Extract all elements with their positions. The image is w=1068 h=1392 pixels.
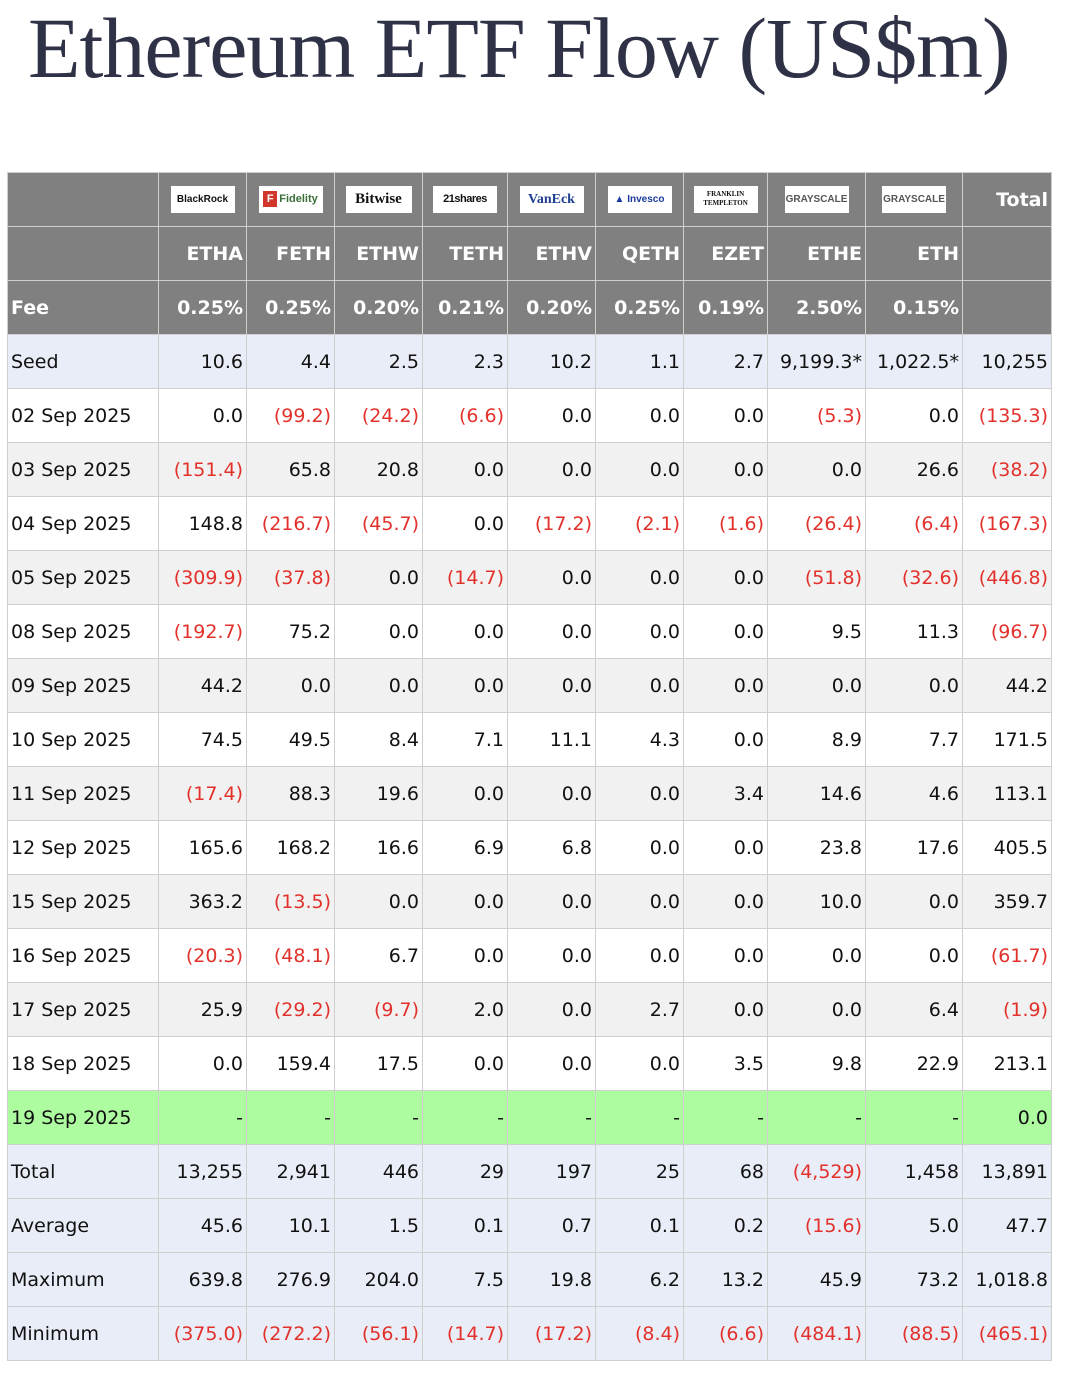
flow-cell: 23.8 [768, 821, 866, 875]
fee-cell: 0.20% [508, 281, 596, 335]
flow-cell: 19.6 [335, 767, 423, 821]
ticker-header: ETH [866, 227, 963, 281]
ticker-header-blank [963, 227, 1052, 281]
flow-cell: 0.0 [508, 389, 596, 443]
flow-cell: 7.7 [866, 713, 963, 767]
flow-cell: 16.6 [335, 821, 423, 875]
table-row [8, 605, 1052, 659]
flow-cell: (29.2) [247, 983, 335, 1037]
vaneck-logo: VanEck [520, 186, 584, 213]
flow-cell: 446 [335, 1145, 423, 1199]
flow-cell: 9,199.3* [768, 335, 866, 389]
row-label: 10 Sep 2025 [8, 713, 159, 767]
row-label: Minimum [8, 1307, 159, 1361]
row-label: 03 Sep 2025 [8, 443, 159, 497]
flow-cell: 0.0 [596, 605, 684, 659]
table-row [8, 335, 1052, 389]
flow-cell: 45.9 [768, 1253, 866, 1307]
flow-cell: 0.1 [596, 1199, 684, 1253]
flow-cell: 0.0 [335, 659, 423, 713]
row-label: 08 Sep 2025 [8, 605, 159, 659]
flow-cell: 0.0 [596, 443, 684, 497]
flow-cell: (8.4) [596, 1307, 684, 1361]
flow-cell: 26.6 [866, 443, 963, 497]
row-label: Seed [8, 335, 159, 389]
blackrock-logo: BlackRock [171, 186, 235, 213]
issuer-cell [159, 173, 247, 227]
table-row [8, 551, 1052, 605]
row-total-cell: (1.9) [963, 983, 1052, 1037]
bitwise-logo: Bitwise [346, 186, 412, 213]
fidelity-logo-text: Fidelity [279, 193, 318, 205]
flow-cell: 3.5 [684, 1037, 768, 1091]
table-row [8, 821, 1052, 875]
table-row [8, 659, 1052, 713]
flow-cell: (5.3) [768, 389, 866, 443]
flow-cell: (6.6) [684, 1307, 768, 1361]
flow-cell: 14.6 [768, 767, 866, 821]
issuer-cell [508, 173, 596, 227]
issuer-cell [335, 173, 423, 227]
flow-cell: (45.7) [335, 497, 423, 551]
invesco-logo: ▲ Invesco [608, 186, 672, 213]
flow-cell: (484.1) [768, 1307, 866, 1361]
flow-cell: (14.7) [423, 551, 508, 605]
issuer-cell [596, 173, 684, 227]
flow-cell: 0.0 [866, 659, 963, 713]
flow-cell: (56.1) [335, 1307, 423, 1361]
table-row [8, 713, 1052, 767]
flow-cell: 1,458 [866, 1145, 963, 1199]
flow-cell: (32.6) [866, 551, 963, 605]
flow-cell: 639.8 [159, 1253, 247, 1307]
row-total-cell: 10,255 [963, 335, 1052, 389]
flow-cell: 148.8 [159, 497, 247, 551]
row-total-cell: 1,018.8 [963, 1253, 1052, 1307]
issuer-logo-row [8, 173, 1052, 227]
flow-cell: 0.0 [768, 443, 866, 497]
fee-cell: 0.19% [684, 281, 768, 335]
flow-cell: 7.1 [423, 713, 508, 767]
row-total-cell: (135.3) [963, 389, 1052, 443]
flow-cell: 0.0 [684, 875, 768, 929]
flow-cell: 11.1 [508, 713, 596, 767]
row-total-cell: (167.3) [963, 497, 1052, 551]
flow-cell: 0.0 [423, 443, 508, 497]
flow-cell: 0.0 [508, 767, 596, 821]
flow-cell: 0.0 [508, 443, 596, 497]
flow-cell: 0.0 [768, 659, 866, 713]
flow-cell: 0.0 [596, 821, 684, 875]
row-label: 05 Sep 2025 [8, 551, 159, 605]
grayscale-logo: GRAYSCALE [882, 186, 946, 213]
flow-cell: 0.0 [596, 875, 684, 929]
flow-cell: 6.4 [866, 983, 963, 1037]
row-total-cell: 0.0 [963, 1091, 1052, 1145]
issuer-cell [866, 173, 963, 227]
flow-cell: 2.3 [423, 335, 508, 389]
flow-cell: (151.4) [159, 443, 247, 497]
flow-cell: 0.0 [866, 875, 963, 929]
flow-cell: (17.4) [159, 767, 247, 821]
issuer-cell [247, 173, 335, 227]
issuer-cell [768, 173, 866, 227]
flow-cell: 0.0 [247, 659, 335, 713]
row-label: Total [8, 1145, 159, 1199]
flow-cell: 0.0 [768, 983, 866, 1037]
flow-cell: 0.7 [508, 1199, 596, 1253]
corner-cell [8, 173, 159, 227]
flow-cell: 13.2 [684, 1253, 768, 1307]
fee-label: Fee [8, 281, 159, 335]
fee-cell: 0.15% [866, 281, 963, 335]
ticker-header: ETHE [768, 227, 866, 281]
flow-cell: 2.7 [596, 983, 684, 1037]
flow-cell: 4.6 [866, 767, 963, 821]
flow-cell: 0.2 [684, 1199, 768, 1253]
flow-cell: 0.0 [508, 605, 596, 659]
row-label: 17 Sep 2025 [8, 983, 159, 1037]
flow-cell: 88.3 [247, 767, 335, 821]
etf-flow-table [7, 172, 1052, 1361]
table-row [8, 929, 1052, 983]
flow-cell: 9.8 [768, 1037, 866, 1091]
flow-cell: 159.4 [247, 1037, 335, 1091]
flow-cell: (13.5) [247, 875, 335, 929]
flow-cell: 0.0 [159, 389, 247, 443]
flow-cell: 8.4 [335, 713, 423, 767]
flow-cell: - [596, 1091, 684, 1145]
flow-cell: 9.5 [768, 605, 866, 659]
flow-cell: 0.0 [508, 875, 596, 929]
table-row [8, 1145, 1052, 1199]
flow-cell: 2,941 [247, 1145, 335, 1199]
flow-cell: 0.0 [423, 929, 508, 983]
flow-cell: 11.3 [866, 605, 963, 659]
flow-cell: 168.2 [247, 821, 335, 875]
row-total-cell: 47.7 [963, 1199, 1052, 1253]
ticker-header: TETH [423, 227, 508, 281]
table-row [8, 1199, 1052, 1253]
table-row [8, 767, 1052, 821]
fee-cell: 0.25% [159, 281, 247, 335]
row-label: 04 Sep 2025 [8, 497, 159, 551]
table-row [8, 1091, 1052, 1145]
table-row [8, 1037, 1052, 1091]
row-label: 12 Sep 2025 [8, 821, 159, 875]
flow-cell: (15.6) [768, 1199, 866, 1253]
row-total-cell: 171.5 [963, 713, 1052, 767]
flow-cell: 276.9 [247, 1253, 335, 1307]
flow-cell: 0.0 [508, 551, 596, 605]
flow-cell: 0.0 [596, 1037, 684, 1091]
flow-cell: 19.8 [508, 1253, 596, 1307]
row-label: 02 Sep 2025 [8, 389, 159, 443]
fee-cell-blank [963, 281, 1052, 335]
ticker-header: ETHA [159, 227, 247, 281]
flow-cell: 0.0 [596, 767, 684, 821]
table-row [8, 443, 1052, 497]
flow-cell: 10.2 [508, 335, 596, 389]
flow-cell: 0.0 [423, 659, 508, 713]
flow-cell: (1.6) [684, 497, 768, 551]
ticker-row [8, 227, 1052, 281]
flow-cell: (6.4) [866, 497, 963, 551]
flow-cell: (88.5) [866, 1307, 963, 1361]
table-row [8, 1307, 1052, 1361]
row-total-cell: (96.7) [963, 605, 1052, 659]
21shares-logo: 21shares [433, 186, 497, 213]
flow-cell: 0.0 [159, 1037, 247, 1091]
flow-cell: - [768, 1091, 866, 1145]
table-row [8, 497, 1052, 551]
row-total-cell: 44.2 [963, 659, 1052, 713]
row-total-cell: 359.7 [963, 875, 1052, 929]
total-column-header: Total [963, 173, 1052, 227]
row-total-cell: (38.2) [963, 443, 1052, 497]
flow-cell: - [247, 1091, 335, 1145]
flow-cell: 6.7 [335, 929, 423, 983]
flow-cell: 0.0 [768, 929, 866, 983]
table-row [8, 983, 1052, 1037]
flow-cell: 0.0 [423, 497, 508, 551]
flow-cell: 17.5 [335, 1037, 423, 1091]
flow-cell: (4,529) [768, 1145, 866, 1199]
flow-cell: 0.0 [684, 821, 768, 875]
flow-cell: - [423, 1091, 508, 1145]
row-label: 16 Sep 2025 [8, 929, 159, 983]
flow-cell: (26.4) [768, 497, 866, 551]
flow-cell: 0.0 [684, 983, 768, 1037]
flow-cell: (6.6) [423, 389, 508, 443]
flow-cell: 0.0 [335, 551, 423, 605]
row-total-cell: 213.1 [963, 1037, 1052, 1091]
flow-cell: (272.2) [247, 1307, 335, 1361]
flow-cell: 7.5 [423, 1253, 508, 1307]
flow-cell: 0.0 [423, 875, 508, 929]
row-total-cell: 13,891 [963, 1145, 1052, 1199]
flow-cell: 0.0 [508, 659, 596, 713]
flow-cell: (309.9) [159, 551, 247, 605]
flow-cell: 165.6 [159, 821, 247, 875]
row-total-cell: 405.5 [963, 821, 1052, 875]
flow-cell: 0.0 [866, 389, 963, 443]
flow-cell: (51.8) [768, 551, 866, 605]
flow-cell: 0.0 [684, 551, 768, 605]
flow-cell: 0.0 [684, 443, 768, 497]
flow-cell: - [866, 1091, 963, 1145]
flow-cell: 0.0 [423, 767, 508, 821]
flow-cell: 17.6 [866, 821, 963, 875]
flow-cell: 1,022.5* [866, 335, 963, 389]
row-label: 18 Sep 2025 [8, 1037, 159, 1091]
flow-cell: (375.0) [159, 1307, 247, 1361]
flow-cell: (9.7) [335, 983, 423, 1037]
flow-cell: 74.5 [159, 713, 247, 767]
flow-cell: 0.0 [335, 875, 423, 929]
ticker-header: QETH [596, 227, 684, 281]
flow-cell: 10.6 [159, 335, 247, 389]
row-total-cell: (61.7) [963, 929, 1052, 983]
ticker-header: ETHW [335, 227, 423, 281]
flow-cell: 0.1 [423, 1199, 508, 1253]
flow-cell: 25 [596, 1145, 684, 1199]
flow-cell: (99.2) [247, 389, 335, 443]
franklin-templeton-logo: FRANKLIN TEMPLETON [694, 186, 758, 213]
flow-cell: 20.8 [335, 443, 423, 497]
flow-cell: 44.2 [159, 659, 247, 713]
row-total-cell: (446.8) [963, 551, 1052, 605]
flow-cell: 4.4 [247, 335, 335, 389]
flow-cell: 0.0 [596, 389, 684, 443]
row-label: Maximum [8, 1253, 159, 1307]
fee-cell: 0.21% [423, 281, 508, 335]
fee-cell: 0.25% [247, 281, 335, 335]
grayscale-logo: GRAYSCALE [785, 186, 849, 213]
flow-cell: (2.1) [596, 497, 684, 551]
fee-cell: 0.20% [335, 281, 423, 335]
flow-cell: 6.9 [423, 821, 508, 875]
flow-cell: (17.2) [508, 497, 596, 551]
flow-cell: 8.9 [768, 713, 866, 767]
flow-cell: 1.5 [335, 1199, 423, 1253]
flow-cell: 0.0 [508, 929, 596, 983]
flow-cell: 5.0 [866, 1199, 963, 1253]
flow-cell: (48.1) [247, 929, 335, 983]
flow-cell: 73.2 [866, 1253, 963, 1307]
table-row [8, 389, 1052, 443]
flow-cell: 0.0 [684, 713, 768, 767]
invesco-logo-text: Invesco [627, 194, 665, 205]
flow-cell: 0.0 [423, 1037, 508, 1091]
flow-cell: 4.3 [596, 713, 684, 767]
ticker-header: FETH [247, 227, 335, 281]
flow-cell: 363.2 [159, 875, 247, 929]
flow-cell: 2.5 [335, 335, 423, 389]
flow-cell: - [159, 1091, 247, 1145]
flow-cell: 49.5 [247, 713, 335, 767]
flow-cell: 0.0 [684, 659, 768, 713]
table-row [8, 875, 1052, 929]
ticker-row-label [8, 227, 159, 281]
flow-cell: 6.8 [508, 821, 596, 875]
flow-cell: (17.2) [508, 1307, 596, 1361]
flow-cell: 2.7 [684, 335, 768, 389]
flow-cell: (14.7) [423, 1307, 508, 1361]
flow-cell: 197 [508, 1145, 596, 1199]
flow-cell: - [335, 1091, 423, 1145]
flow-cell: 0.0 [684, 929, 768, 983]
flow-cell: - [684, 1091, 768, 1145]
flow-cell: 0.0 [423, 605, 508, 659]
flow-cell: 10.0 [768, 875, 866, 929]
flow-cell: 75.2 [247, 605, 335, 659]
flow-cell: 0.0 [596, 929, 684, 983]
flow-cell: 68 [684, 1145, 768, 1199]
flow-cell: - [508, 1091, 596, 1145]
flow-cell: 6.2 [596, 1253, 684, 1307]
fee-row [8, 281, 1052, 335]
flow-cell: 0.0 [596, 659, 684, 713]
row-total-cell: 113.1 [963, 767, 1052, 821]
flow-cell: 1.1 [596, 335, 684, 389]
flow-cell: 13,255 [159, 1145, 247, 1199]
flow-cell: 29 [423, 1145, 508, 1199]
flow-cell: 0.0 [508, 1037, 596, 1091]
ticker-header: ETHV [508, 227, 596, 281]
flow-cell: 0.0 [335, 605, 423, 659]
fee-cell: 0.25% [596, 281, 684, 335]
flow-cell: 0.0 [866, 929, 963, 983]
table-row [8, 1253, 1052, 1307]
flow-cell: 25.9 [159, 983, 247, 1037]
row-label: 11 Sep 2025 [8, 767, 159, 821]
flow-cell: (37.8) [247, 551, 335, 605]
flow-cell: 3.4 [684, 767, 768, 821]
row-label: 09 Sep 2025 [8, 659, 159, 713]
flow-cell: 0.0 [508, 983, 596, 1037]
flow-cell: 0.0 [596, 551, 684, 605]
flow-cell: 0.0 [684, 389, 768, 443]
issuer-cell [684, 173, 768, 227]
flow-cell: 2.0 [423, 983, 508, 1037]
flow-cell: (24.2) [335, 389, 423, 443]
flow-cell: 65.8 [247, 443, 335, 497]
ticker-header: EZET [684, 227, 768, 281]
row-label: 19 Sep 2025 [8, 1091, 159, 1145]
flow-cell: 10.1 [247, 1199, 335, 1253]
row-label: 15 Sep 2025 [8, 875, 159, 929]
flow-rows [8, 335, 1052, 1361]
fee-cell: 2.50% [768, 281, 866, 335]
page-title: Ethereum ETF Flow (US$m) [28, 0, 1010, 96]
flow-cell: 22.9 [866, 1037, 963, 1091]
flow-cell: (216.7) [247, 497, 335, 551]
row-total-cell: (465.1) [963, 1307, 1052, 1361]
flow-cell: 204.0 [335, 1253, 423, 1307]
issuer-cell [423, 173, 508, 227]
row-label: Average [8, 1199, 159, 1253]
flow-cell: 45.6 [159, 1199, 247, 1253]
fidelity-logo: F Fidelity [259, 186, 323, 213]
flow-cell: (192.7) [159, 605, 247, 659]
flow-cell: (20.3) [159, 929, 247, 983]
flow-cell: 0.0 [684, 605, 768, 659]
